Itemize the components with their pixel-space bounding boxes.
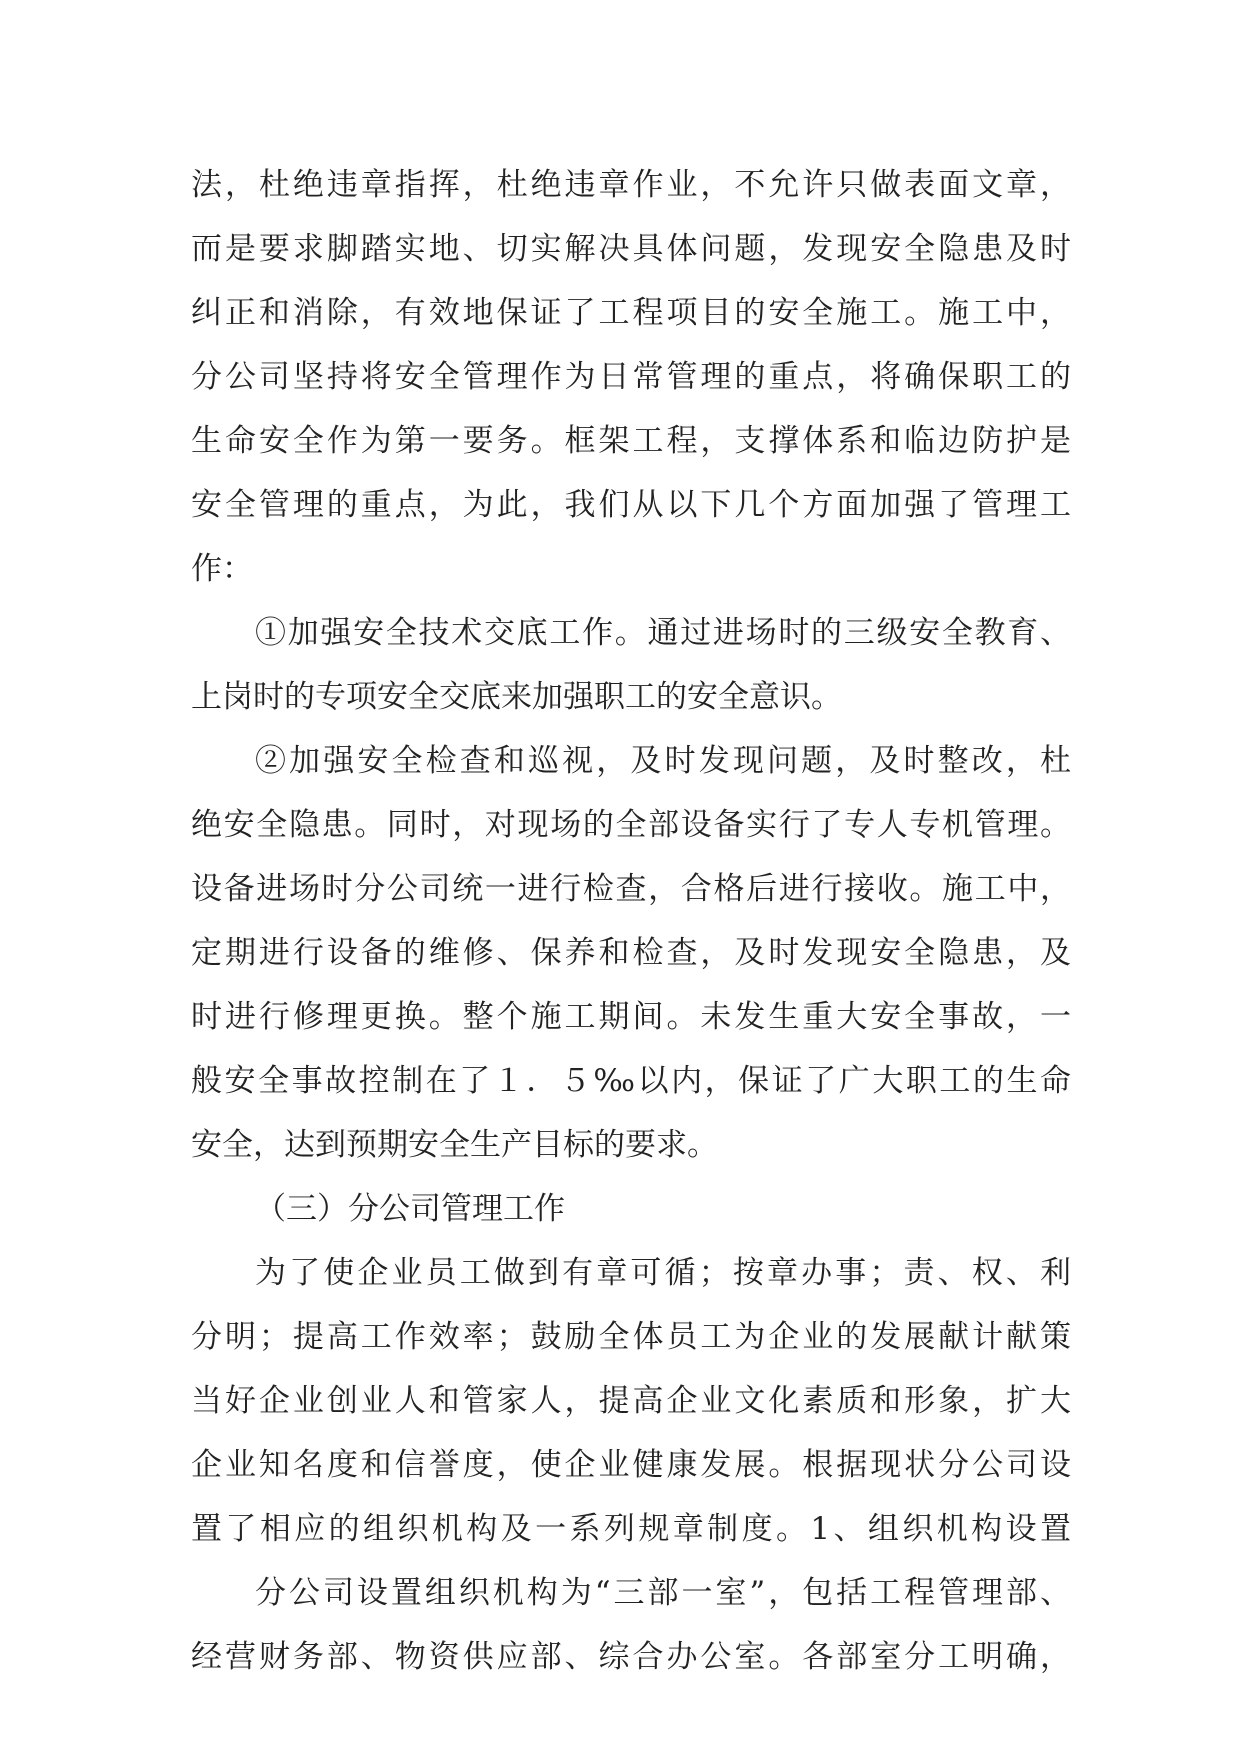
text-line: 生命安全作为第一要务。框架工程，支撑体系和临边防护是 bbox=[191, 423, 1071, 459]
text-line: 分公司设置组织机构为“三部一室”，包括工程管理部、 bbox=[255, 1575, 1071, 1611]
section-heading: （三）分公司管理工作 bbox=[255, 1191, 565, 1227]
text-line: 经营财务部、物资供应部、综合办公室。各部室分工明确， bbox=[191, 1639, 1071, 1675]
text-line: 当好企业创业人和管家人，提高企业文化素质和形象，扩大 bbox=[191, 1383, 1071, 1419]
text-line: 时进行修理更换。整个施工期间。未发生重大安全事故，一 bbox=[191, 999, 1071, 1035]
text-line: 企业知名度和信誉度，使企业健康发展。根据现状分公司设 bbox=[191, 1447, 1071, 1483]
text-line: 作： bbox=[191, 551, 253, 587]
text-line: 安全，达到预期安全生产目标的要求。 bbox=[191, 1127, 718, 1163]
text-line: 设备进场时分公司统一进行检查，合格后进行接收。施工中， bbox=[191, 871, 1071, 907]
text-line: 上岗时的专项安全交底来加强职工的安全意识。 bbox=[191, 679, 842, 715]
body-text bbox=[191, 153, 1071, 1689]
text-line: 分公司坚持将安全管理作为日常管理的重点，将确保职工的 bbox=[191, 359, 1071, 395]
text-line: ②加强安全检查和巡视，及时发现问题，及时整改，杜 bbox=[255, 743, 1071, 779]
text-line: 安全管理的重点，为此，我们从以下几个方面加强了管理工 bbox=[191, 487, 1071, 523]
text-line: 定期进行设备的维修、保养和检查，及时发现安全隐患，及 bbox=[191, 935, 1071, 971]
text-line: 为了使企业员工做到有章可循；按章办事；责、权、利 bbox=[255, 1255, 1071, 1291]
text-line: 纠正和消除，有效地保证了工程项目的安全施工。施工中， bbox=[191, 295, 1071, 331]
text-line: 法，杜绝违章指挥，杜绝违章作业，不允许只做表面文章， bbox=[191, 167, 1071, 203]
text-line: 分明；提高工作效率；鼓励全体员工为企业的发展献计献策 bbox=[191, 1319, 1071, 1355]
text-line: 绝安全隐患。同时，对现场的全部设备实行了专人专机管理。 bbox=[191, 807, 1071, 843]
text-line: 般安全事故控制在了１．５‰以内，保证了广大职工的生命 bbox=[191, 1063, 1071, 1099]
text-line: ①加强安全技术交底工作。通过进场时的三级安全教育、 bbox=[255, 615, 1071, 651]
text-line: 而是要求脚踏实地、切实解决具体问题，发现安全隐患及时 bbox=[191, 231, 1071, 267]
text-line: 置了相应的组织机构及一系列规章制度。1、组织机构设置 bbox=[191, 1511, 1071, 1547]
